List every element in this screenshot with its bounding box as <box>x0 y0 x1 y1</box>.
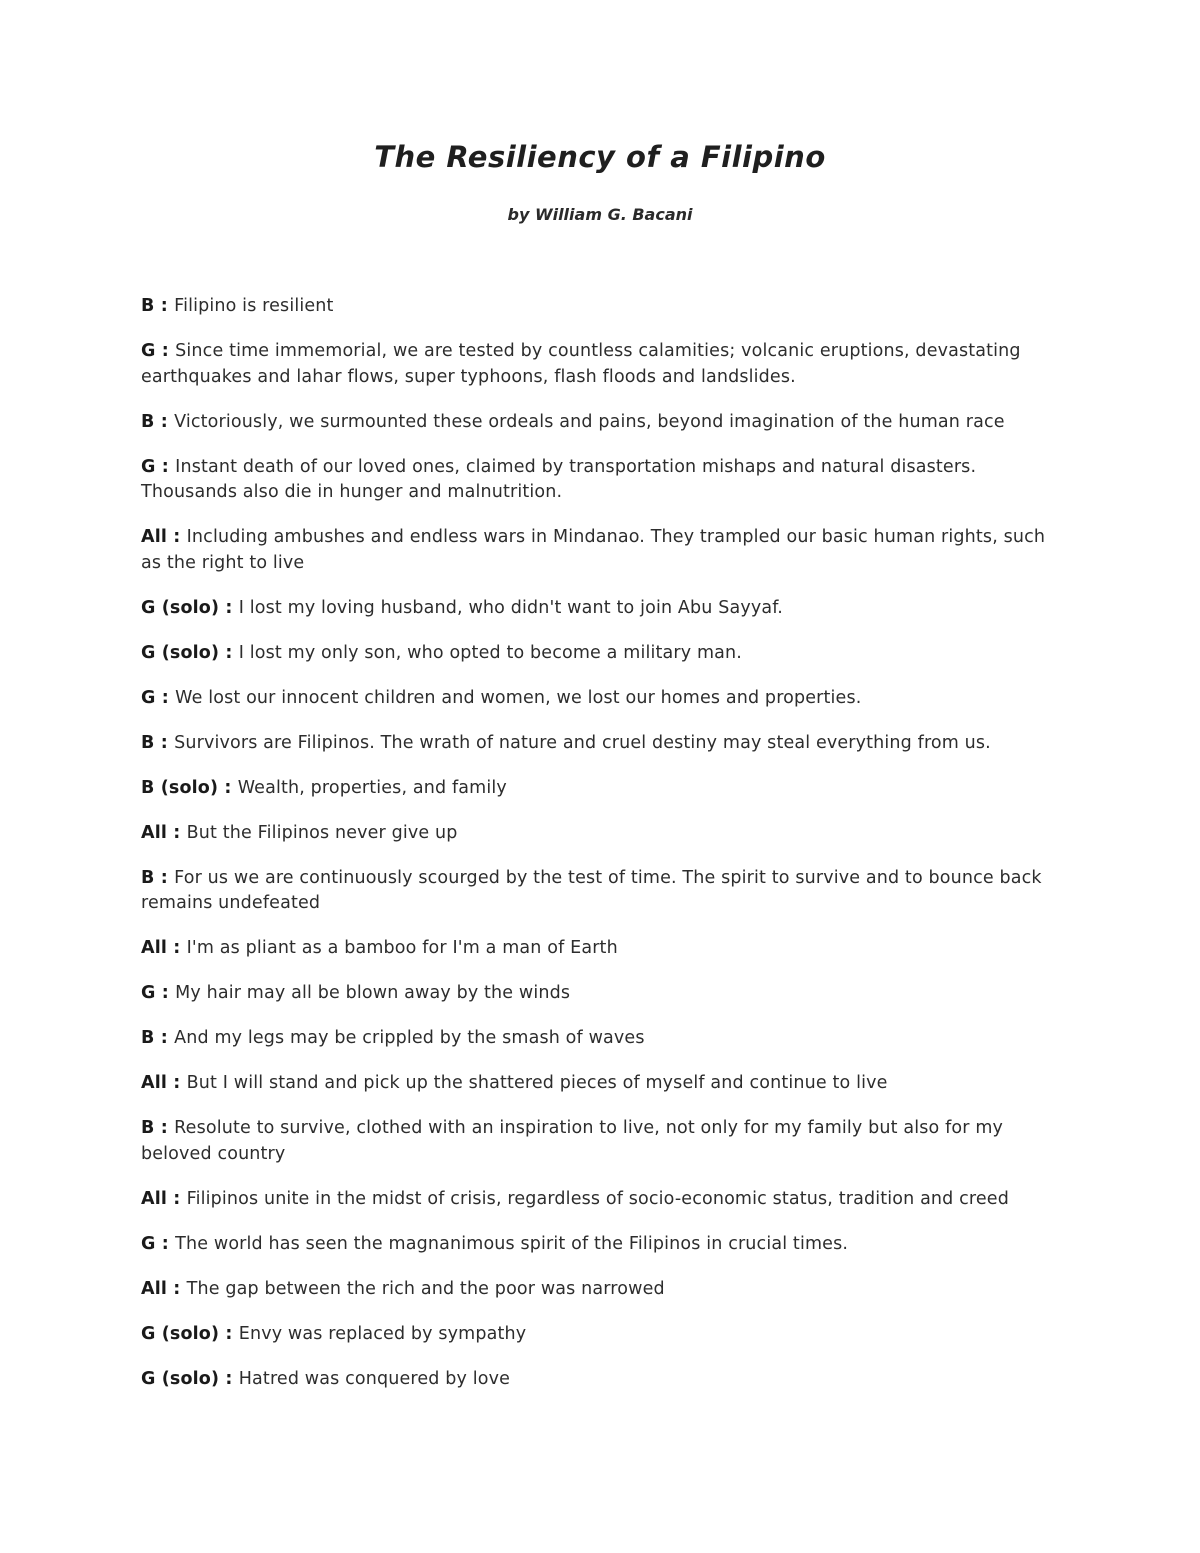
line-text: Filipinos unite in the midst of crisis, regardless of socio-economic status, tradition and creed <box>186 1188 1009 1209</box>
speaker-label: All : <box>141 527 187 547</box>
speaker-label: G : <box>141 983 176 1003</box>
script-line <box>141 776 1066 802</box>
line-text: I lost my loving husband, who didn't want to join Abu Sayyaf. <box>238 597 784 618</box>
line-text: Filipino is resilient <box>174 296 334 316</box>
document-byline: by William G. Bacani <box>507 205 693 224</box>
line-text: I'm as pliant as a bamboo for I'm a man of Earth <box>186 938 618 958</box>
line-text: Including ambushes and endless wars in Mindanao. They trampled our basic human rights, such as the right to live <box>141 527 1046 573</box>
line-text: Since time immemorial, we are tested by countless calamities; volcanic eruptions, devastating earthquakes and lahar flows, super typhoons, flash floods and landslides. <box>141 341 1021 387</box>
script-line <box>141 1322 1066 1348</box>
speaker-label: B : <box>141 867 175 888</box>
script-line <box>141 981 1066 1007</box>
script-line <box>141 525 1066 576</box>
line-text: Survivors are Filipinos. The wrath of nature and cruel destiny may steal everything from us. <box>174 732 991 753</box>
script-line <box>141 596 1066 622</box>
speaker-label: G : <box>141 341 176 361</box>
line-text: Instant death of our loved ones, claimed by transportation mishaps and natural disasters. Thousands also die in hunger and malnutrition. <box>141 456 977 502</box>
line-text: The world has seen the magnanimous spirit of the Filipinos in crucial times. <box>175 1233 849 1254</box>
line-text: Wealth, properties, and family <box>237 777 507 798</box>
line-text: Envy was replaced by sympathy <box>238 1323 527 1344</box>
script-lines <box>141 294 1066 1412</box>
speaker-label: G (solo) : <box>141 642 239 663</box>
speaker-label: B : <box>141 1118 175 1138</box>
line-text: For us we are continuously scourged by the test of time. The spirit to survive and to bounce back remains undefeated <box>141 867 1042 913</box>
line-text: Hatred was conquered by love <box>238 1368 511 1389</box>
script-line <box>141 731 1066 757</box>
speaker-label: G : <box>141 456 176 477</box>
speaker-label: All : <box>141 1188 187 1209</box>
speaker-label: All : <box>141 822 187 843</box>
line-text: Victoriously, we surmounted these ordeals and pains, beyond imagination of the human race <box>174 411 1005 432</box>
script-line <box>141 1071 1066 1097</box>
speaker-label: G (solo) : <box>141 1323 239 1344</box>
line-text: And my legs may be crippled by the smash of waves <box>174 1028 645 1048</box>
script-line <box>141 936 1066 962</box>
line-text: We lost our innocent children and women, we lost our homes and properties. <box>175 687 862 708</box>
document-title: The Resiliency of a Filipino <box>374 140 826 174</box>
line-text: The gap between the rich and the poor was narrowed <box>186 1278 665 1299</box>
script-line <box>141 455 1066 506</box>
script-line <box>141 1232 1066 1258</box>
speaker-label: G : <box>141 687 176 708</box>
script-line <box>141 686 1066 712</box>
speaker-label: All : <box>141 1073 187 1093</box>
line-text: I lost my only son, who opted to become a military man. <box>238 642 742 663</box>
script-line <box>141 1026 1066 1052</box>
line-text: But I will stand and pick up the shattered pieces of myself and continue to live <box>186 1073 888 1093</box>
script-line <box>141 410 1066 436</box>
script-line <box>141 1116 1066 1167</box>
speaker-label: B : <box>141 732 175 753</box>
speaker-label: B (solo) : <box>141 777 238 798</box>
line-text: Resolute to survive, clothed with an inspiration to live, not only for my family but also for my beloved country <box>141 1118 1004 1164</box>
speaker-label: B : <box>141 411 175 432</box>
speaker-label: B : <box>141 1028 175 1048</box>
script-line <box>141 294 1066 320</box>
speaker-label: G (solo) : <box>141 1368 239 1389</box>
script-line <box>141 821 1066 847</box>
speaker-label: All : <box>141 1278 187 1299</box>
line-text: But the Filipinos never give up <box>186 822 458 843</box>
speaker-label: G : <box>141 1233 176 1254</box>
script-line <box>141 866 1066 917</box>
script-line <box>141 1277 1066 1303</box>
script-line <box>141 339 1066 390</box>
script-line <box>141 641 1066 667</box>
speaker-label: All : <box>141 938 187 958</box>
speaker-label: G (solo) : <box>141 597 239 618</box>
line-text: My hair may all be blown away by the winds <box>175 983 571 1003</box>
script-line <box>141 1367 1066 1393</box>
speaker-label: B : <box>141 296 175 316</box>
script-line <box>141 1187 1066 1213</box>
